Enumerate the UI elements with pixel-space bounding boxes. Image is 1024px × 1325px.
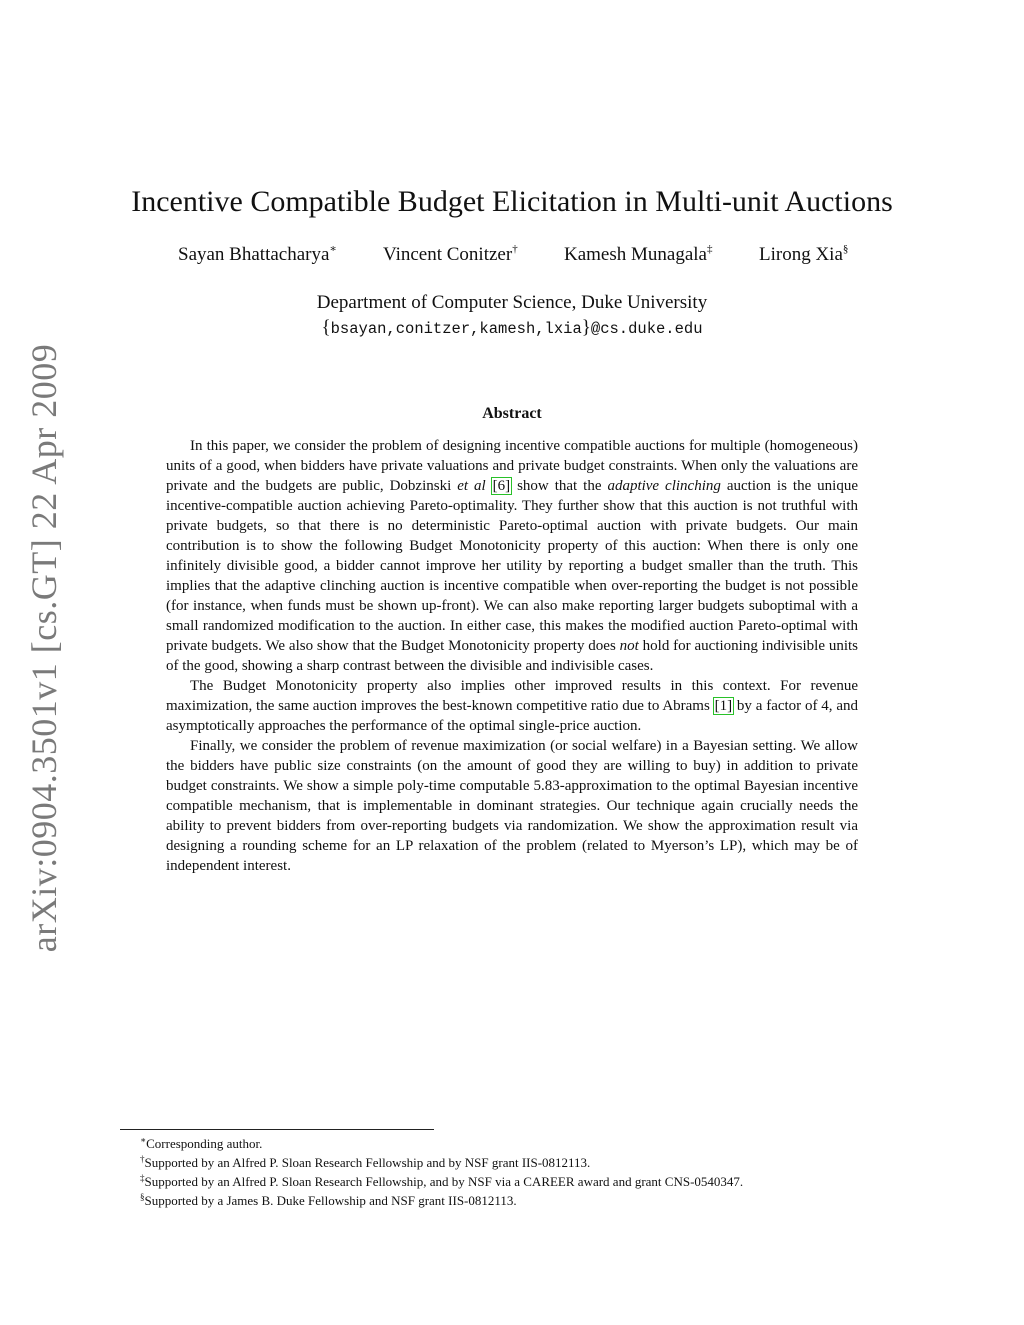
abstract-paragraph-1 — [166, 436, 858, 676]
footnote-text: Supported by an Alfred P. Sloan Research Fellowship, and by NSF via a CAREER award and grant CNS-0540347. — [144, 1174, 744, 1189]
abstract-text: The Budget Monotonicity property also implies other improved results in this context. For revenue maximization, the same auction improves the best-known competitive ratio due to Abrams — [166, 678, 858, 714]
author-name: Vincent Conitzer — [383, 244, 513, 265]
email-brace-open: { — [321, 317, 331, 338]
author-bhattacharya — [178, 243, 337, 267]
footnote-text: Supported by an Alfred P. Sloan Research Fellowship and by NSF grant IIS-0812113. — [144, 1155, 591, 1170]
footnote-text: Supported by a James B. Duke Fellowship and NSF grant IIS-0812113. — [144, 1193, 517, 1208]
abstract-text: auction is the unique incentive-compatible auction achieving Pareto-optimality. They further show that this auction is not truthful with private budgets, so that there is no deterministic Pareto-optimal auction with private budgets. Our main contribution is to show the following Budget Monotonicity property of this auction: When there is only one infinitely divisible good, a bidder cannot improve her utility by reporting a budget smaller than the truth. This implies that the adaptive clinching auction is incentive compatible when over-reporting the budget is not possible (for instance, when funds must be shown up-front). We can also make reporting larger budgets suboptimal with a small randomized modification to the auction. In either case, this makes the modified auction Pareto-optimal with private budgets. We also show that the Budget Monotonicity property does — [166, 478, 859, 654]
affiliation: Department of Computer Science, Duke University — [316, 292, 708, 313]
footnote-item — [140, 1153, 900, 1172]
author-name: Lirong Xia — [759, 244, 843, 265]
abstract-text: show that the — [511, 478, 608, 494]
abstract-heading: Abstract — [482, 405, 542, 422]
author-footnote-mark: ‡ — [706, 243, 713, 255]
author-name: Sayan Bhattacharya — [178, 244, 330, 265]
footnote-mark: ∗ — [140, 1135, 147, 1145]
footnote-mark: § — [140, 1192, 145, 1202]
footnote-item — [140, 1172, 900, 1191]
abstract-emphasis: not — [619, 638, 639, 654]
footnote-item — [140, 1134, 900, 1153]
abstract-emphasis: adaptive clinching — [607, 478, 721, 494]
author-munagala — [564, 243, 712, 267]
author-xia — [759, 243, 848, 267]
author-footnote-mark: ∗ — [329, 243, 337, 255]
abstract-body — [166, 436, 858, 876]
citation-link-6[interactable]: [6] — [492, 478, 511, 494]
arxiv-identifier-stamp: arXiv:0904.3501v1 [cs.GT] 22 Apr 2009 — [24, 343, 64, 953]
footnote-mark: † — [140, 1154, 145, 1164]
footnote-divider — [120, 1129, 434, 1130]
email-usernames: bsayan,conitzer,kamesh,lxia — [330, 320, 582, 338]
abstract-paragraph-3: Finally, we consider the problem of revenue maximization (or social welfare) in a Bayesian setting. We allow the bidders have public size constraints (on the amount of good they are willing to buy) in addition to private budget constraints. We show a simple poly-time computable 5.83-approximation to the optimal Bayesian incentive compatible mechanism, that is implementable in dominant strategies. Our technique again crucially needs the ability to prevent bidders from over-reporting budgets via randomization. We show the approximation result via designing a rounding scheme for an LP relaxation of the problem (related to Myerson’s LP), which may be of independent interest. — [166, 738, 858, 874]
email-domain: @cs.duke.edu — [590, 320, 703, 338]
footnote-item — [140, 1191, 900, 1210]
abstract-paragraph-2 — [166, 676, 858, 736]
email-brace-close: } — [581, 317, 591, 338]
footnotes — [140, 1134, 900, 1210]
paper-title: Incentive Compatible Budget Elicitation in Multi-unit Auctions — [131, 185, 893, 218]
author-footnote-mark: § — [842, 243, 849, 255]
abstract-text: hold for auctioning indivisible units of the good, showing a sharp contrast between the divisible and indivisible cases. — [166, 638, 859, 674]
author-emails — [0, 317, 1024, 340]
abstract-text: by a factor of 4, and asymptotically approaches the performance of the optimal single-price auction. — [166, 698, 858, 734]
abstract-emphasis: et al — [457, 478, 486, 494]
footnote-text: Corresponding author. — [146, 1136, 263, 1151]
author-conitzer — [383, 243, 518, 267]
author-footnote-mark: † — [512, 243, 518, 255]
abstract-text: In this paper, we consider the problem of designing incentive compatible auctions for multiple (homogeneous) units of a good, when bidders have private valuations and private budget constraints. When only the valuations are private and the budgets are public, Dobzinski — [166, 438, 858, 494]
footnote-mark: ‡ — [140, 1173, 145, 1183]
author-name: Kamesh Munagala — [564, 244, 707, 265]
citation-link-1[interactable]: [1] — [714, 698, 733, 714]
